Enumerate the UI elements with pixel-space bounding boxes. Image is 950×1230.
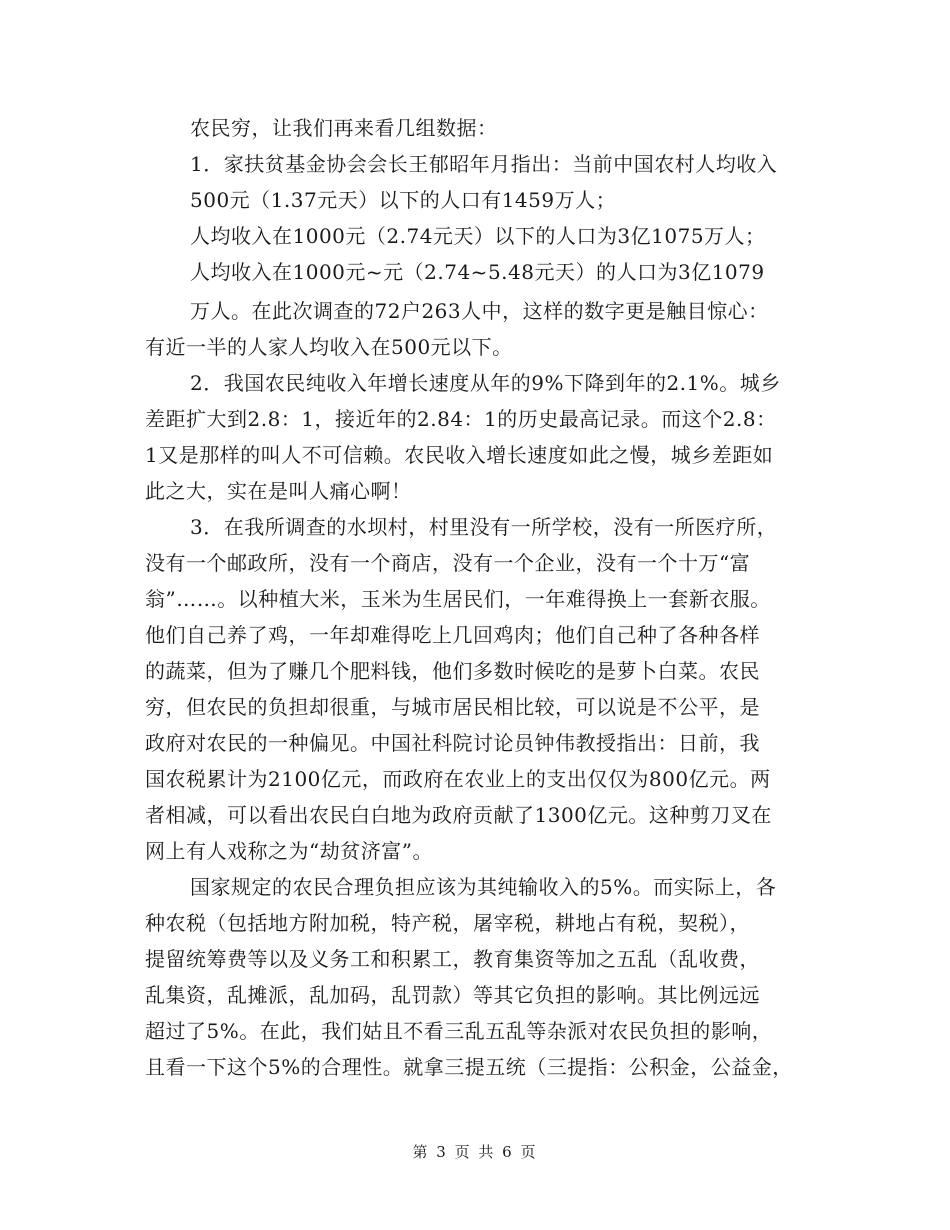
text-line: 差距扩大到2.8：1，接近年的2.84：1的历史最高记录。而这个2.8： (145, 407, 777, 431)
text-line: 3．在我所调查的水坝村，村里没有一所学校，没有一所医疗所， (190, 515, 778, 539)
text-line: 且看一下这个5%的合理性。就拿三提五统（三提指：公积金，公益金， (145, 1055, 793, 1079)
text-line: 翁”……。以种植大米，玉米为生居民们，一年难得换上一套新衣服。 (145, 587, 771, 611)
text-line: 超过了5%。在此，我们姑且不看三乱五乱等杂派对农民负担的影响， (145, 1019, 773, 1043)
text-line: 他们自己养了鸡，一年却难得吃上几回鸡肉；他们自己种了各种各样 (145, 623, 760, 647)
text-line: 的蔬菜，但为了赚几个肥料钱，他们多数时候吃的是萝卜白菜。农民 (145, 659, 760, 683)
text-line: 农民穷，让我们再来看几组数据： (190, 116, 498, 140)
text-line: 国农税累计为2100亿元，而政府在农业上的支出仅仅为800亿元。两 (145, 767, 771, 791)
text-line: 万人。在此次调查的72户263人中，这样的数字更是触目惊心： (190, 299, 769, 323)
text-line: 种农税（包括地方附加税，特产税，屠宰税，耕地占有税，契税）， (145, 911, 750, 935)
text-line: 1又是那样的叫人不可信赖。农民收入增长速度如此之慢，城乡差距如 (145, 443, 774, 467)
text-line: 人均收入在1000元（2.74元天）以下的人口为3亿1075万人； (190, 224, 766, 248)
text-line: 网上有人戏称之为“劫贫济富”。 (145, 839, 433, 863)
page-footer: 第 3 页 共 6 页 (412, 1143, 538, 1161)
text-line: 国家规定的农民合理负担应该为其纯输收入的5%。而实际上，各 (190, 875, 777, 899)
text-line: 人均收入在1000元~元（2.74~5.48元天）的人口为3亿1079 (190, 260, 765, 284)
text-line: 乱集资，乱摊派，乱加码，乱罚款）等其它负担的影响。其比例远远 (145, 983, 760, 1007)
text-line: 政府对农民的一种偏见。中国社科院讨论员钟伟教授指出：日前，我 (145, 731, 760, 755)
text-line: 没有一个邮政所，没有一个商店，没有一个企业，没有一个十万“富 (145, 551, 751, 575)
text-line: 穷，但农民的负担却很重，与城市居民相比较，可以说是不公平，是 (145, 695, 760, 719)
text-line: 2．我国农民纯收入年增长速度从年的9%下降到年的2.1%。城乡 (190, 371, 781, 395)
text-line: 有近一半的人家人均收入在500元以下。 (145, 335, 513, 359)
text-line: 提留统筹费等以及义务工和积累工，教育集资等加之五乱（乱收费， (145, 947, 760, 971)
text-line: 1．家扶贫基金协会会长王郁昭年月指出：当前中国农村人均收入 (190, 152, 778, 176)
text-line: 此之大，实在是叫人痛心啊！ (145, 479, 412, 503)
text-line: 者相减，可以看出农民白白地为政府贡献了1300亿元。这种剪刀叉在 (145, 803, 772, 827)
text-line: 500元（1.37元天）以下的人口有1459万人； (190, 188, 617, 212)
